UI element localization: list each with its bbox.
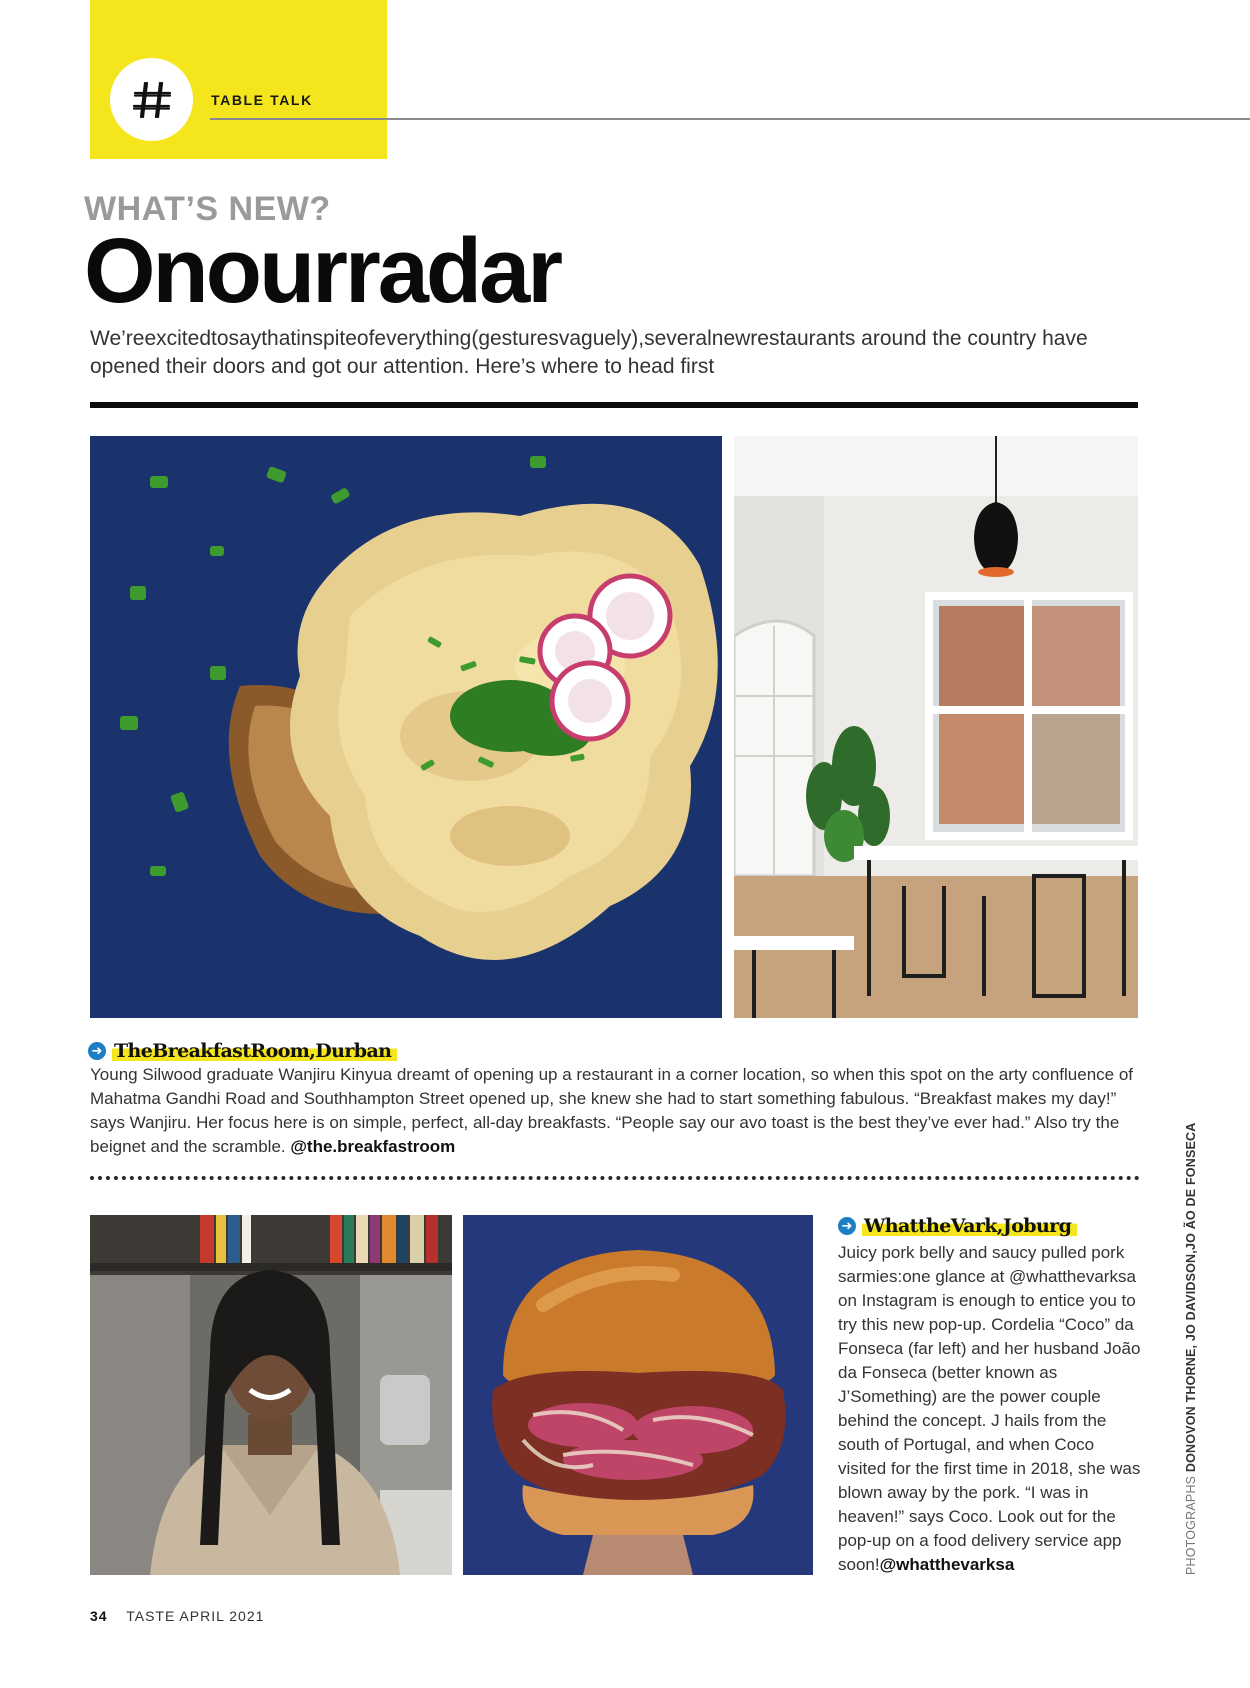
chef-portrait-photo (90, 1215, 452, 1575)
page-number: 34 (90, 1608, 108, 1624)
restaurant-interior-photo (734, 436, 1138, 1018)
venue-name: TheBreakfastRoom,Durban (112, 1040, 397, 1062)
page-footer (90, 1608, 264, 1624)
intro-text: We’reexcitedtosaythatinspiteofeverything(gesturesvaguely),severalnewrestaurants around the country have opened their doors and got our attention. Here’s where to head first (90, 327, 1088, 378)
kicker: WHAT’S NEW? (84, 190, 331, 228)
venue-name: WhattheVark,Joburg (862, 1215, 1077, 1237)
venue-description (90, 1063, 1140, 1159)
credits-label: PHOTOGRAPHS (1184, 1475, 1198, 1575)
venue-heading (88, 1040, 397, 1062)
venue-heading (838, 1215, 1077, 1237)
arrow-right-circle-icon: ➜ (838, 1217, 856, 1235)
instagram-handle[interactable]: @the.breakfastroom (290, 1137, 456, 1156)
title-divider (90, 402, 1138, 408)
hash-icon (127, 75, 177, 125)
venue-body: Juicy pork belly and saucy pulled pork sarmies:one glance at @whatthevarksa on Instagram is enough to entice you to try this new pop-up. Cordelia “Coco” da Fonseca (far left) and her husband João da Fonseca (better known as J’Something) are the power couple behind the concept. J hails from the south of Portugal, and when Coco visited for the first time in 2018, she was blown away by the pork. “I was in heaven!” says Coco. Look out for the pop-up on a food delivery service app soon! (838, 1243, 1141, 1574)
burger-photo (463, 1215, 813, 1575)
section-label: TABLE TALK (211, 92, 313, 108)
section-badge (110, 58, 193, 141)
instagram-handle[interactable]: @whatthevarksa (879, 1555, 1015, 1574)
photo-credits (1184, 1122, 1198, 1575)
header-rule (210, 118, 1250, 120)
venue-body: Young Silwood graduate Wanjiru Kinyua dreamt of opening up a restaurant in a corner location, so when this spot on the arty confluence of Mahatma Gandhi Road and Southhampton Street opened up, she knew she had to start something fabulous. “Breakfast makes my day!” says Wanjiru. Her focus here is on simple, perfect, all-day breakfasts. “People say our avo toast is the best they’ve ever had.” Also try the beignet and the scramble. (90, 1065, 1134, 1156)
venue-description (838, 1241, 1144, 1577)
breakfast-photo (90, 436, 722, 1018)
publication-name: TASTE APRIL 2021 (126, 1608, 265, 1624)
dotted-divider (90, 1176, 1140, 1180)
arrow-right-circle-icon: ➜ (88, 1042, 106, 1060)
credits-names: DONOVON THORNE, JO DAVIDSON,JO ÃO DE FONSECA (1184, 1122, 1198, 1473)
headline: Onourradar (84, 220, 561, 322)
